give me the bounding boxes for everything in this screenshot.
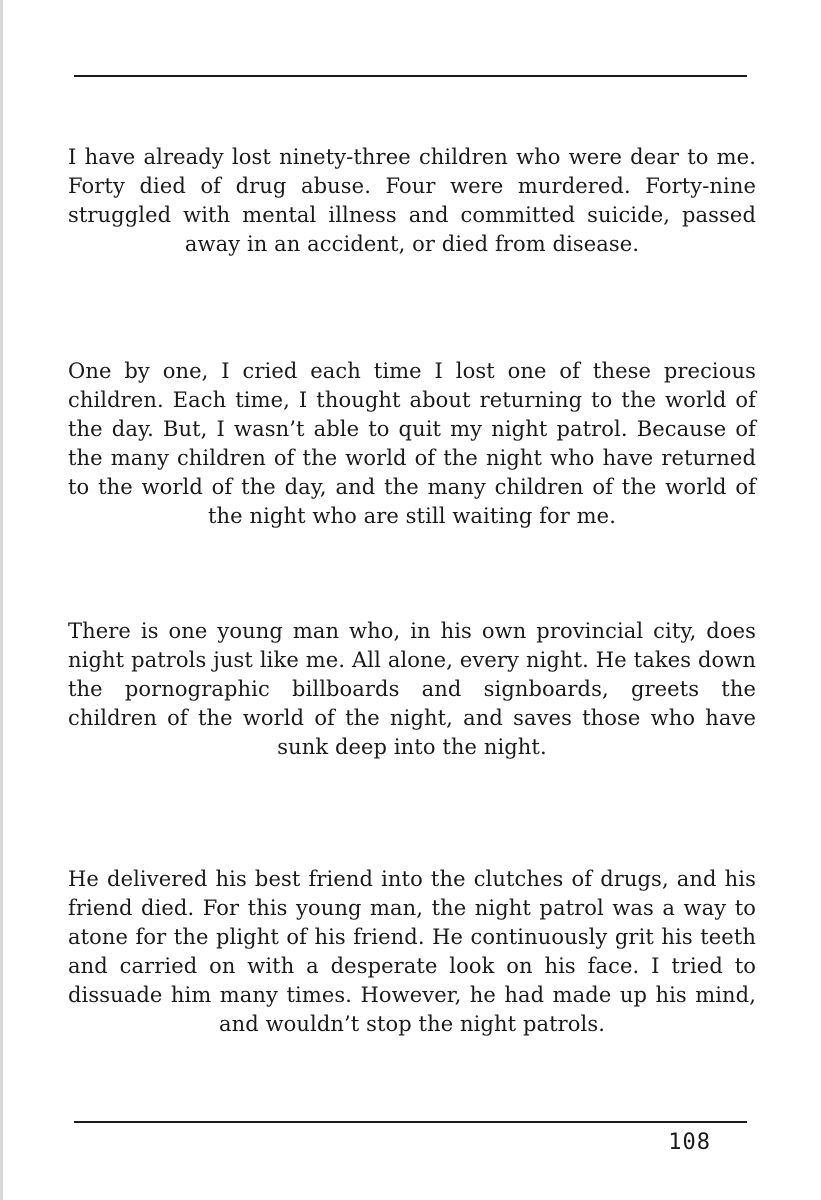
page-edge (0, 0, 3, 1200)
header-rule (74, 75, 747, 77)
footer-rule (74, 1121, 747, 1123)
paragraph-4: He delivered his best friend into the clutches of drugs, and his friend died. For this young man, the night patrol was a way to atone for the plight of his friend. He continuously grit his teeth and carried on with a desperate look on his face. I tried to dissuade him many times. However, he had made up his mind, and wouldn’t stop the night patrols. (68, 867, 756, 1036)
paragraph-2: One by one, I cried each time I lost one of these precious children. Each time, I thought about returning to the world of the day. But, I wasn’t able to quit my night patrol. Because of the many children of the world of the night who have returned to the world of the day, and the many children of the world of the night who are still waiting for me. (68, 359, 756, 528)
page-number: 108 (668, 1130, 711, 1155)
paragraph-1: I have already lost ninety-three children who were dear to me. Forty died of drug abuse. Four were murdered. Forty-nine struggled with mental illness and committed suicide, passed away in an accident, or died from disease. (68, 145, 756, 256)
paragraph-3: There is one young man who, in his own provincial city, does night patrols just like me. All alone, every night. He takes down the pornographic billboards and signboards, greets the children of the world of the night, and saves those who have sunk deep into the night. (68, 619, 756, 759)
